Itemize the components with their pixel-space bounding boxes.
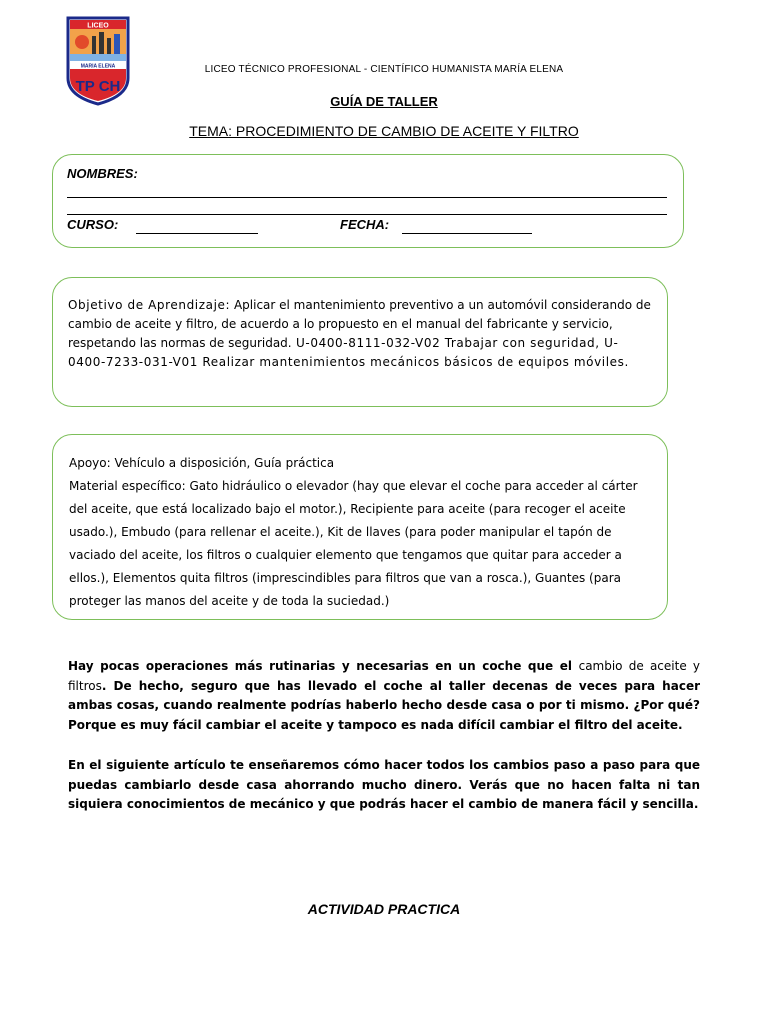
objective-body: Aplicar el mantenimiento preventivo a un automóvil considerando de cambio de aceite y filtro, de acuerdo a lo propuesto en el manual del fabricante y servicio, respetando las normas de seguridad.	[68, 298, 651, 350]
school-name: LICEO TÉCNICO PROFESIONAL - CIENTÍFICO HUMANISTA MARÍA ELENA	[204, 64, 564, 75]
crest-band-text: MARIA ELENA	[80, 63, 116, 70]
theme-title	[0, 123, 768, 139]
crest-top-text: LICEO	[87, 22, 109, 30]
names-line-1[interactable]	[67, 197, 667, 198]
second-paragraph: En el siguiente artículo te enseñaremos cómo hacer todos los cambios paso a paso para que puedas cambiarlo desde casa ahorrando mucho dinero. Verás que no hacen falta ni tan siquiera conocimientos de mecánico y que podrás hacer el cambio de manera fácil y sencilla.	[68, 758, 700, 811]
names-label: NOMBRES:	[67, 166, 138, 181]
intro-paragraph	[68, 657, 700, 735]
school-crest-logo	[66, 16, 130, 106]
objective-text	[68, 296, 653, 372]
support-text	[69, 452, 651, 613]
date-label: FECHA:	[340, 217, 390, 232]
intro-text-a: Hay pocas operaciones más rutinarias y necesarias en un coche que el	[68, 659, 579, 673]
date-field[interactable]	[402, 233, 532, 234]
guide-title	[0, 94, 768, 109]
material-list: Material específico: Gato hidráulico o elevador (hay que elevar el coche para acceder al cárter del aceite, que está localizado bajo el motor.), Recipiente para aceite (para recoger el aceite usado.), Embudo (para rellenar el aceite.), Kit de llaves (para poder manipular el tapón de vaciado del aceite, los filtros o cualquier elemento que tengamos que quitar para acceder a ellos.), Elementos quita filtros (imprescindibles para filtros que van a rosca.), Guantes (para proteger las manos del aceite y de toda la suciedad.)	[69, 479, 638, 608]
crest-bottom-text: TP CH	[75, 78, 121, 95]
theme-title-text: TEMA: PROCEDIMIENTO DE CAMBIO DE ACEITE Y FILTRO	[189, 123, 579, 139]
intro-link-text: cambio de aceite y filtros	[68, 659, 701, 693]
guide-title-text: GUÍA DE TALLER	[330, 94, 438, 109]
intro-text-b: . De hecho, seguro que has llevado el coche al taller decenas de veces para hacer ambas cosas, cuando realmente podrías haberlo hecho desde casa o por ti mismo. ¿Por qué? Porque es muy fácil cambiar el aceite y tampoco es nada difícil cambiar el filtro del aceite.	[68, 678, 700, 732]
names-line-2[interactable]	[67, 214, 667, 215]
course-field[interactable]	[136, 233, 258, 234]
activity-title: ACTIVIDAD PRACTICA	[307, 901, 461, 917]
support-line: Apoyo: Vehículo a disposición, Guía práctica	[69, 456, 335, 470]
objective-codes: U-0400-8111-032-V02 Trabajar con seguridad, U-0400-7233-031-V01 Realizar mantenimientos mecánicos básicos de equipos móviles.	[68, 336, 629, 369]
course-label: CURSO:	[67, 217, 119, 232]
objective-lead: Objetivo de Aprendizaje:	[68, 298, 231, 312]
